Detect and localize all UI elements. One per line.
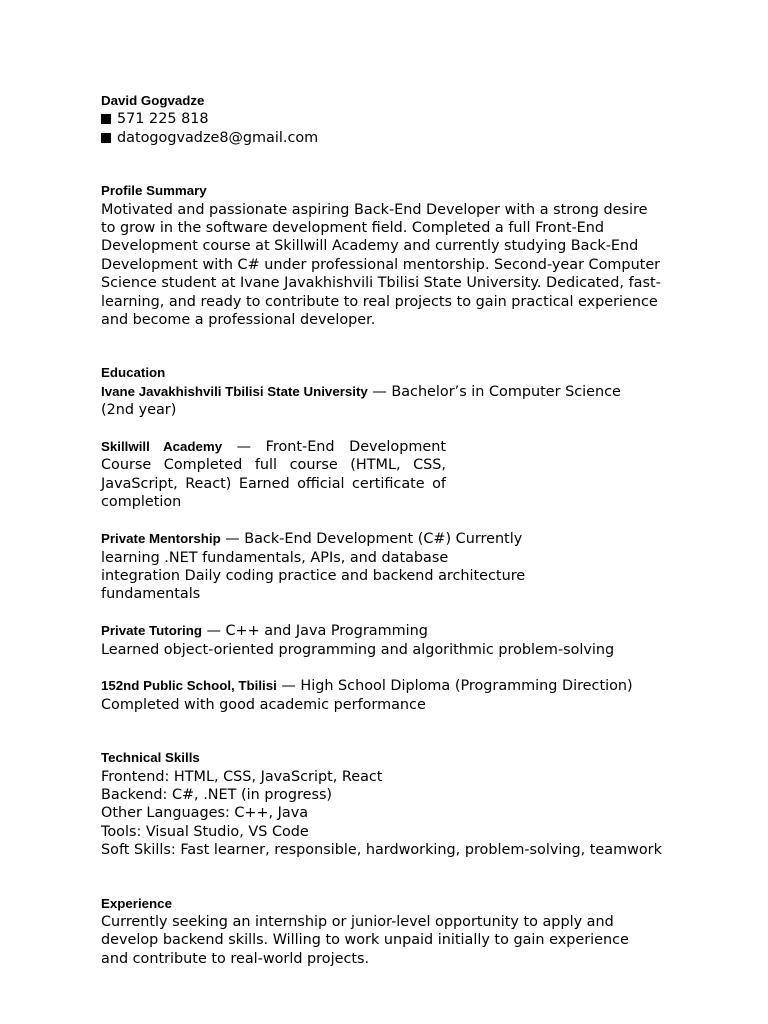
university-detail: — Bachelor’s in Computer Science (2nd year) [101,383,621,419]
education-entry-tutoring [101,622,671,640]
profile-summary-text: Motivated and passionate aspiring Back-End Developer with a strong desire to grow in the software development field. Completed a full Front-End Development course at Skillwill Academy and currently studying Back-End Development with C# under professional mentorship. Second-year Computer Science student at Ivane Javakhishvili Tbilisi State University. Dedicated, fast-learning, and ready to contribute to real projects to gain practical experience and become a professional developer. [101,201,661,329]
tutoring-note: Learned object-oriented programming and algorithmic problem-solving [101,641,615,658]
skill-tools: Tools: Visual Studio, VS Code [101,823,309,840]
university-name: Ivane Javakhishvili Tbilisi State University [101,383,368,399]
skill-backend: Backend: C#, .NET (in progress) [101,786,333,803]
square-bullet-icon [101,114,111,124]
phone-number: 571 225 818 [117,111,209,128]
school-name: 152nd Public School, Tbilisi [101,678,277,694]
square-bullet-icon [101,133,111,143]
education-entry-skillwill [101,438,446,512]
education-entry-university [101,383,641,420]
mentorship-name: Private Mentorship [101,531,221,547]
skill-soft-skills: Soft Skills: Fast learner, responsible, hardworking, problem-solving, teamwork [101,842,662,859]
skill-other-languages: Other Languages: C++, Java [101,805,309,822]
education-heading: Education [101,365,166,381]
school-detail: — High School Diploma (Programming Direction) [276,678,633,695]
tutoring-detail: — C++ and Java Programming [201,623,428,640]
tutoring-name: Private Tutoring [101,623,202,639]
experience-text: Currently seeking an internship or junior-level opportunity to apply and develop backend skills. Willing to work unpaid initially to gain experience and contribute to real-world projects. [101,913,629,967]
email-line [101,129,671,147]
mentorship-detail: — Back-End Development (C#) Currently learning .NET fundamentals, APIs, and database integration Daily coding practice and backend architecture fundamentals [101,531,526,603]
phone-line [101,110,671,128]
experience-heading: Experience [101,895,172,911]
school-note: Completed with good academic performance [101,696,426,713]
skill-frontend: Frontend: HTML, CSS, JavaScript, React [101,768,383,785]
resume-document [101,92,671,968]
profile-summary-heading: Profile Summary [101,183,207,199]
skillwill-detail: — Front-End Development Course Completed full course (HTML, CSS, JavaScript, React) Earned official certificate of completion [101,439,446,511]
technical-skills-heading: Technical Skills [101,750,200,766]
education-entry-school [101,677,671,695]
candidate-name: David Gogvadze [101,93,205,108]
education-entry-mentorship [101,530,526,604]
skillwill-name: Skillwill Academy [101,439,223,455]
email-address: datogogvadze8@gmail.com [117,129,319,146]
